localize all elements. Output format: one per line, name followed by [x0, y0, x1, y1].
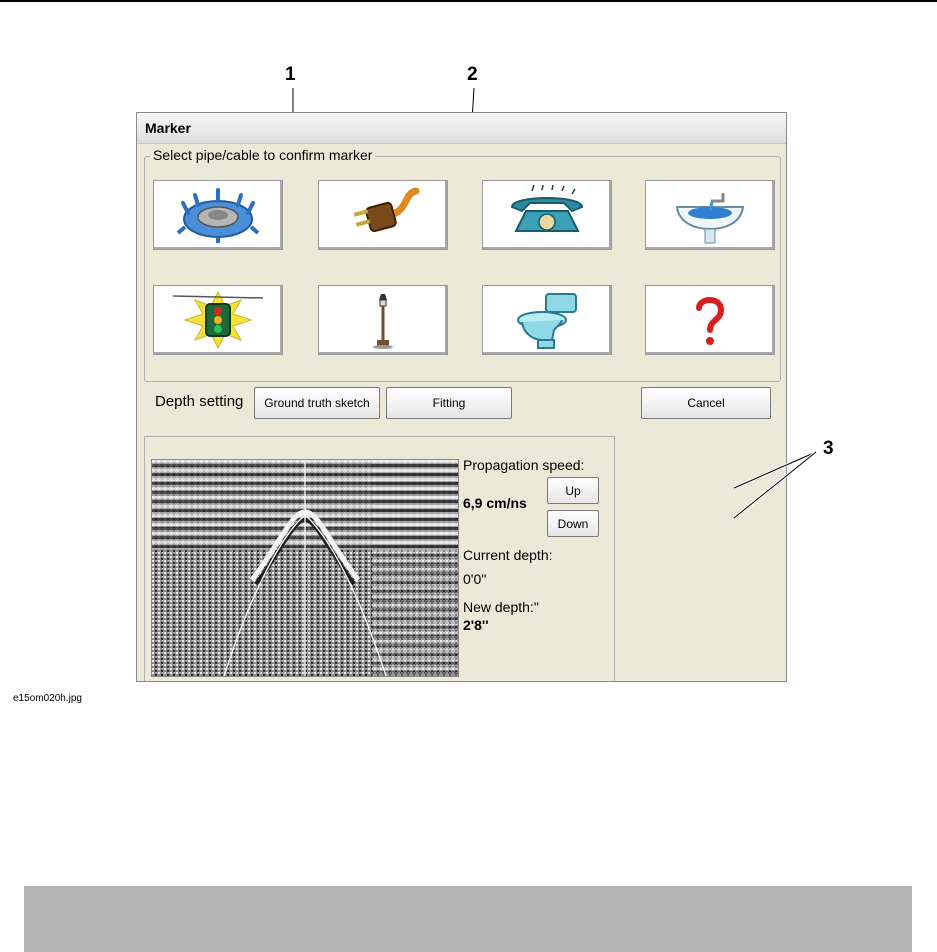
cancel-button[interactable]: Cancel	[641, 387, 771, 419]
speed-up-button[interactable]: Up	[547, 477, 599, 504]
current-depth-value: 0'0''	[463, 571, 487, 587]
dialog-title: Marker	[145, 120, 191, 136]
footer-bar	[24, 886, 912, 952]
new-depth-label: New depth:"	[463, 599, 539, 615]
callout-3: 3	[823, 438, 834, 459]
propagation-speed-label: Propagation speed:	[463, 457, 585, 473]
callout-1: 1	[285, 64, 296, 85]
depth-setting-label: Depth setting	[155, 393, 244, 410]
new-depth-value: 2'8''	[463, 617, 489, 633]
current-depth-label: Current depth:	[463, 547, 553, 563]
speed-down-button[interactable]: Down	[547, 510, 599, 537]
callout-2: 2	[467, 64, 478, 85]
ground-truth-sketch-button[interactable]: Ground truth sketch	[254, 387, 380, 419]
image-caption: e15om020h.jpg	[13, 693, 82, 704]
group-label: Select pipe/cable to confirm marker	[150, 147, 375, 163]
fitting-button[interactable]: Fitting	[386, 387, 512, 419]
propagation-speed-value: 6,9 cm/ns	[463, 495, 527, 511]
